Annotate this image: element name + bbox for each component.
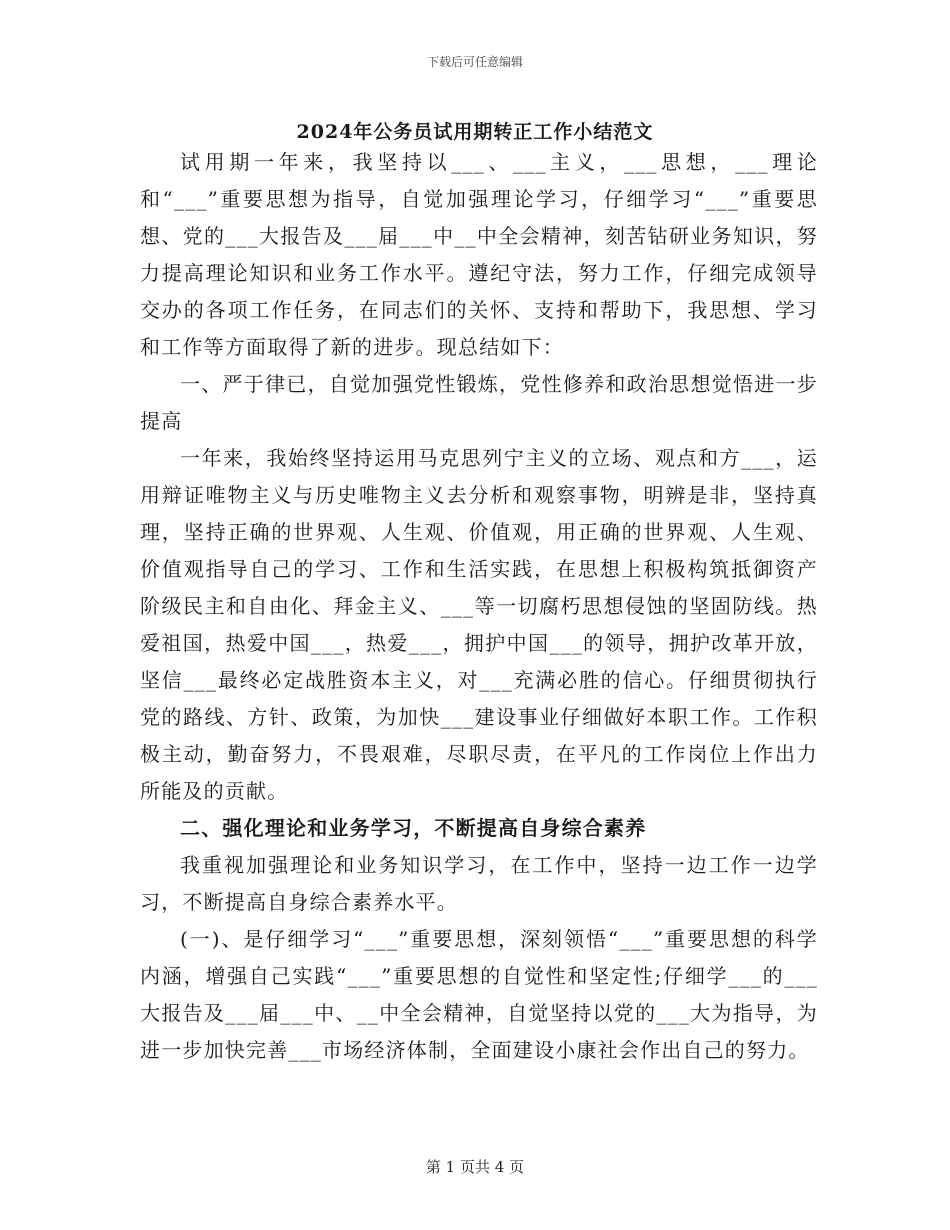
section-2-paragraph: 我重视加强理论和业务知识学习，在工作中，坚持一边工作一边学习，不断提高自身综合素养水平。 bbox=[140, 853, 818, 914]
page-indicator: 第 1 页共 4 页 bbox=[425, 1158, 525, 1176]
section-1-paragraph: 一年来，我始终坚持运用马克思列宁主义的立场、观点和方___，运用辩证唯物主义与历史唯物主义去分析和观察事物，明辨是非，坚持真理，坚持正确的世界观、人生观、价值观，用正确的世界观、人生观、价值观指导自己的学习、工作和生活实践，在思想上积极构筑抵御资产阶级民主和自由化、拜金主义、___等一切腐朽思想侵蚀的坚固防线。热爱祖国，热爱中国___，热爱___，拥护中国___的领导，拥护改革开放，坚信___最终必定战胜资本主义，对___充满必胜的信心。仔细贯彻执行党的路线、方针、政策，为加快___建设事业仔细做好本职工作。工作积极主动，勤奋努力，不畏艰难，尽职尽责，在平凡的工作岗位上作出力所能及的贡献。 bbox=[140, 446, 818, 803]
section-heading-2: 二、强化理论和业务学习，不断提高自身综合素养 bbox=[180, 816, 647, 840]
document-title: 2024年公务员试用期转正工作小结范文 bbox=[296, 121, 654, 143]
header-note: 下载后可任意编辑 bbox=[426, 55, 523, 69]
section-heading-1: 一、严于律已，自觉加强党性锻炼，党性修养和政治思想觉悟进一步提高 bbox=[140, 372, 818, 433]
section-2-item-1-paragraph: (一)、是仔细学习“___”重要思想，深刻领悟“___”重要思想的科学内涵，增强自己实践“___”重要思想的自觉性和坚定性;仔细学___的___大报告及___届___中、__中全会精神，自觉坚持以党的___大为指导，为进一步加快完善___市场经济体制，全面建设小康社会作出自己的努力。 bbox=[140, 927, 818, 1062]
intro-paragraph: 试用期一年来，我坚持以___、___主义，___思想，___理论和“___”重要思想为指导，自觉加强理论学习，仔细学习“___”重要思想、党的___大报告及___届___中__中全会精神，刻苦钻研业务知识，努力提高理论知识和业务工作水平。遵纪守法，努力工作，仔细完成领导交办的各项工作任务，在同志们的关怀、支持和帮助下，我思想、学习和工作等方面取得了新的进步。现总结如下： bbox=[140, 150, 818, 359]
document-body bbox=[140, 144, 818, 1069]
